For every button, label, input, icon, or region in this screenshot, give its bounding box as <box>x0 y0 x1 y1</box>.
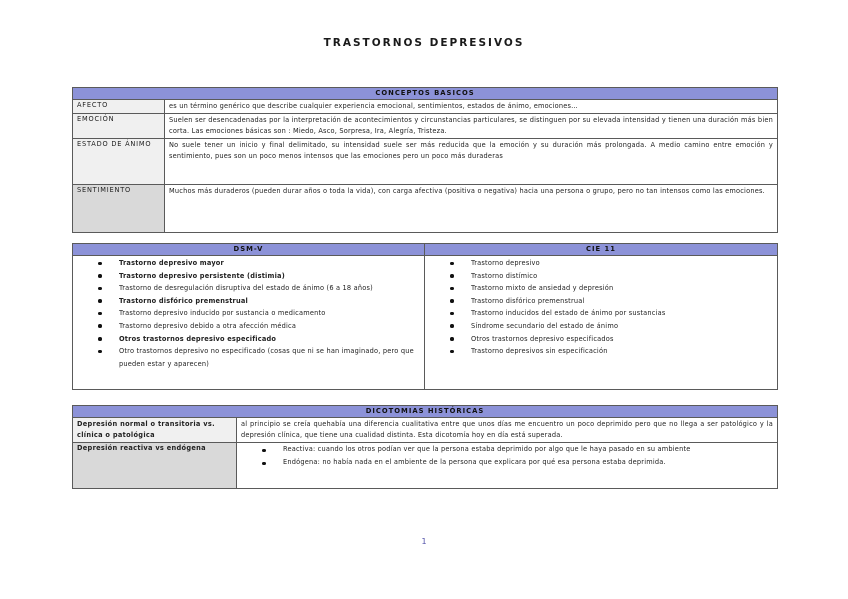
dicotomia-item-reactiva: Reactiva: cuando los otros podían ver que la persona estaba deprimido por algo que le haya pasado en su ambiente <box>241 444 773 455</box>
dsm-cell <box>73 256 425 390</box>
cie-item: Trastorno depresivo <box>429 257 773 270</box>
dicotomias-header: DICOTOMIAS HISTÓRICAS <box>73 406 778 418</box>
cie-item: Otros trastornos depresivo especificados <box>429 333 773 346</box>
dsm-header: DSM-V <box>73 244 425 256</box>
dsm-item: Otro trastornos depresivo no especificado (cosas que ni se han imaginado, pero que pueden estar y aparecen) <box>77 345 420 370</box>
page-number: 1 <box>421 537 427 546</box>
dicotomia-cell-reactiva-endogena <box>237 443 778 489</box>
cie-header: CIE 11 <box>425 244 778 256</box>
def-estado-de-animo: No suele tener un inicio y final delimitado, su intensidad suele ser más reducida que la emoción y su duración más prolongada. A medio camino entre emoción y sentimiento, pues son un poco menos intensos que las emociones pero un poco más duraderas <box>165 139 778 185</box>
term-estado-de-animo: ESTADO DE ÁNIMO <box>73 139 165 185</box>
def-sentimiento: Muchos más duraderos (pueden durar años o toda la vida), con carga afectiva (positiva o negativa) hacia una persona o grupo, pero no tan intensos como las emociones. <box>165 185 778 233</box>
dicotomia-item-endogena: Endógena: no había nada en el ambiente de la persona que explicara por qué esa persona estaba deprimida. <box>241 457 773 468</box>
cie-item: Trastorno depresivos sin especificación <box>429 345 773 358</box>
term-afecto: AFECTO <box>73 100 165 114</box>
conceptos-table <box>72 87 778 233</box>
cie-cell <box>425 256 778 390</box>
def-emocion: Suelen ser desencadenadas por la interpretación de acontecimientos y circunstancias particulares, se distinguen por su elevada intensidad y tienen una duración más bien corta. Las emociones básicas son : Miedo, Asco, Sorpresa, Ira, Alegría, Tristeza. <box>165 114 778 139</box>
def-afecto: es un término genérico que describe cualquier experiencia emocional, sentimientos, estados de ánimo, emociones… <box>165 100 778 114</box>
dsm-list <box>77 257 420 370</box>
dicotomias-table <box>72 405 778 489</box>
dsm-item: Trastorno depresivo mayor <box>77 257 420 270</box>
cie-item: Síndrome secundario del estado de ánimo <box>429 320 773 333</box>
cie-item: Trastorno inducidos del estado de ánimo por sustancias <box>429 307 773 320</box>
term-emocion: EMOCIÓN <box>73 114 165 139</box>
cie-item: Trastorno disfórico premenstrual <box>429 295 773 308</box>
page-title: TRASTORNOS DEPRESIVOS <box>323 37 525 49</box>
cie-item: Trastorno distímico <box>429 270 773 283</box>
dsm-item: Otros trastornos depresivo especificado <box>77 333 420 346</box>
dicotomia-label-normal-clinica: Depresión normal o transitoria vs. clínica o patológica <box>73 418 237 443</box>
cie-item: Trastorno mixto de ansiedad y depresión <box>429 282 773 295</box>
clasificaciones-table <box>72 243 778 390</box>
dsm-item: Trastorno depresivo debido a otra afección médica <box>77 320 420 333</box>
dicotomia-label-reactiva-endogena: Depresión reactiva vs endógena <box>73 443 237 489</box>
dicotomia-text-normal-clinica: al principio se creía quehabía una diferencia cualitativa entre que unos días me encuentro un poco deprimido pero que no llega a ser patológico y la depresión clínica, que tiene una cualidad distinta. Esta dicotomía hoy en día está superada. <box>237 418 778 443</box>
dsm-item: Trastorno de desregulación disruptiva del estado de ánimo (6 a 18 años) <box>77 282 420 295</box>
dsm-item: Trastorno depresivo persistente (distimia) <box>77 270 420 283</box>
dicotomia-list <box>241 444 773 468</box>
conceptos-header: CONCEPTOS BASICOS <box>73 88 778 100</box>
term-sentimiento: SENTIMIENTO <box>73 185 165 233</box>
cie-list <box>429 257 773 358</box>
dsm-item: Trastorno depresivo inducido por sustancia o medicamento <box>77 307 420 320</box>
dsm-item: Trastorno disfórico premenstrual <box>77 295 420 308</box>
